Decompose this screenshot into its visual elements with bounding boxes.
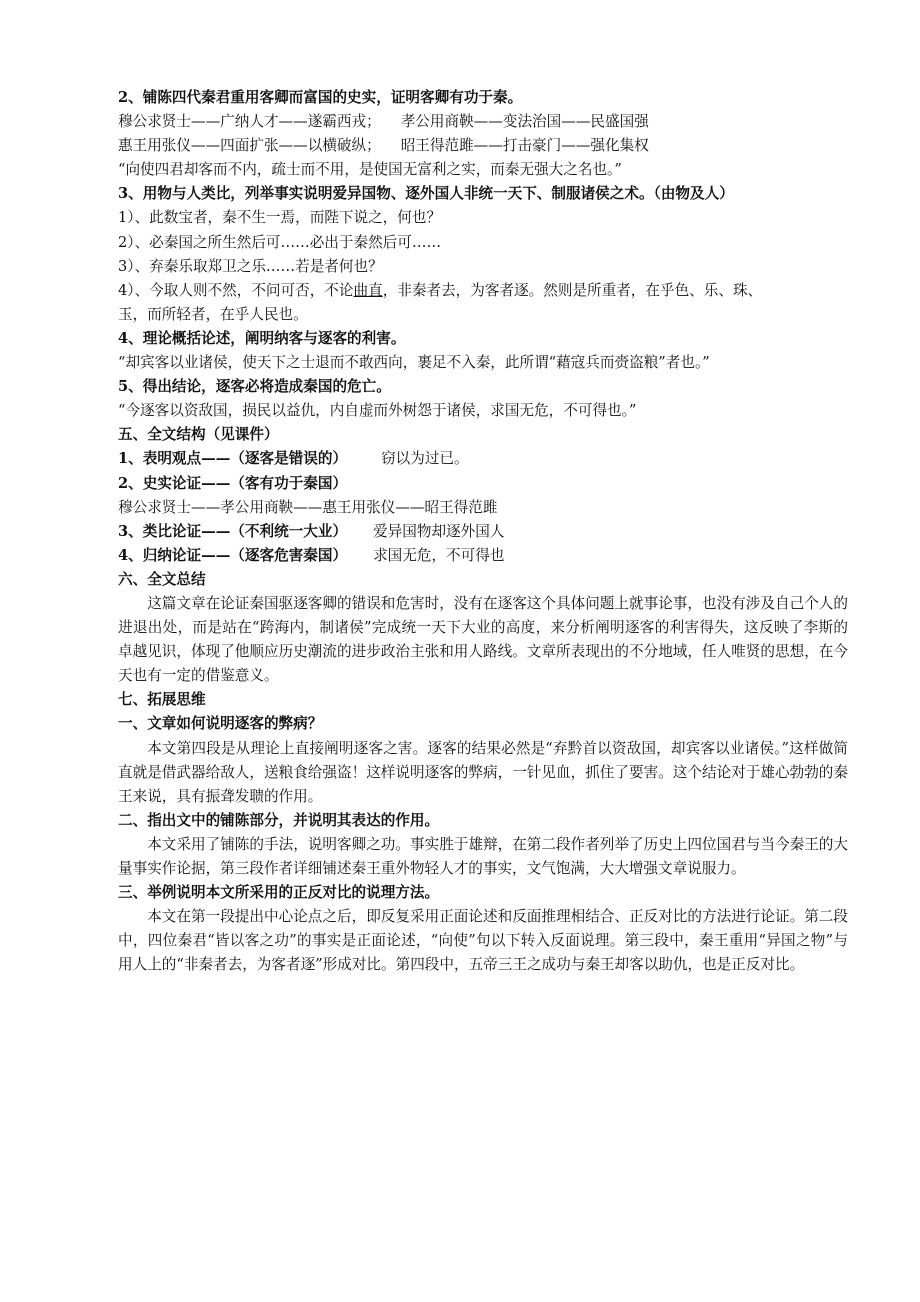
- quote-line-1: “向使四君却客而不内，疏士而不用，是使国无富利之实，而秦无强大之名也。”: [118, 161, 622, 179]
- history-row-2-left: 惠王用张仪——四面扩张——以横破纵；: [118, 137, 381, 155]
- section-heading-3: 3、用物与人类比，列举事实说明爱异国物、逐外国人非统一天下、制服诸侯之术。（由物及人）: [118, 185, 734, 203]
- quote-line-2: “却宾客以业诸侯，使天下之士退而不敢西向，裹足不入秦，此所谓“藉寇兵而赍盗粮”者也。”: [118, 354, 710, 372]
- part-heading-6: 六、全文总结: [118, 570, 206, 588]
- list-item-4-line2: 玉，而所轻者，在乎人民也。: [118, 305, 308, 323]
- history-row-1-left: 穆公求贤士——广纳人才——遂霸西戎；: [118, 113, 381, 131]
- structure-label-3: 3、类比论证——（不利统一大业）: [118, 522, 348, 540]
- question-paragraph-2: 本文采用了铺陈的手法，说明客卿之功。事实胜于雄辩，在第二段作者列举了历史上四位国君与当今秦王的大量事实作论据，第三段作者详细铺述秦王重外物轻人才的事实，文气饱满，大大增强文章说服力。: [118, 835, 848, 877]
- question-paragraph-3: 本文在第一段提出中心论点之后，即反复采用正面论述和反面推理相结合、正反对比的方法进行论证。第二段中，四位秦君“皆以客之功”的事实是正面论述，“向使”句以下转入反面说理。第三段中，秦王重用“异国之物”与用人上的“非秦者去，为客者逐”形成对比。第四段中，五帝三王之成功与秦王却客以助仇，也是正反对比。: [118, 908, 848, 974]
- list-item-4: [118, 279, 848, 303]
- structure-text-1: 窃以为过已。: [381, 450, 469, 468]
- structure-row-1: [118, 447, 848, 471]
- section-heading-4: 4、理论概括论述，阐明纳客与逐客的利害。: [118, 329, 406, 347]
- question-heading-1: 一、文章如何说明逐客的弊病？: [118, 715, 323, 733]
- structure-label-1: 1、表明观点——（逐客是错误的）: [118, 450, 348, 468]
- section-heading-5: 5、得出结论，逐客必将造成秦国的危亡。: [118, 378, 391, 396]
- list-item-1: 1）、此数宝者，秦不生一焉，而陛下说之，何也？: [118, 209, 442, 227]
- summary-paragraph: 这篇文章在论证秦国驱逐客卿的错误和危害时，没有在逐客这个具体问题上就事论事，也没有涉及自己个人的进退出处，而是站在“跨海内，制诸侯”完成统一天下大业的高度，来分析阐明逐客的利害得失，这反映了李斯的卓越见识，体现了他顺应历史潮流的进步政治主张和用人路线。文章所表现出的不分地域，任人唯贤的思想，在今天也有一定的借鉴意义。: [118, 594, 848, 685]
- structure-label-4: 4、归纳论证——（逐客危害秦国）: [118, 546, 348, 564]
- question-heading-2: 二、指出文中的铺陈部分，并说明其表达的作用。: [118, 811, 440, 829]
- structure-line-2: 穆公求贤士——孝公用商鞅——惠王用张仪——昭王得范雎: [118, 498, 498, 516]
- history-row-2-right: 昭王得范雎——打击豪门——强化集权: [400, 137, 649, 155]
- list-item-3: 3）、弃秦乐取郑卫之乐……若是者何也？: [118, 257, 383, 275]
- question-paragraph-1: 本文第四段是从理论上直接阐明逐客之害。逐客的结果必然是“弃黔首以资敌国，却宾客以业诸侯。”这样做简直就是借武器给敌人，送粮食给强盗！这样说明逐客的弊病，一针见血，抓住了要害。这个结论对于雄心勃勃的秦王来说，具有振聋发聩的作用。: [118, 739, 848, 805]
- section-heading-2: 2、铺陈四代秦君重用客卿而富国的史实，证明客卿有功于秦。: [118, 89, 523, 106]
- structure-label-2: 2、史实论证——（客有功于秦国）: [118, 474, 348, 492]
- list-item-4-post: ，非秦者去，为客者逐。然则是所重者，在乎色、乐、珠、: [382, 281, 763, 299]
- structure-text-4: 求国无危，不可得也: [373, 546, 505, 564]
- part-heading-7: 七、拓展思维: [118, 691, 206, 709]
- structure-row-3: [118, 520, 848, 544]
- list-item-4-pre: 4）、今取人则不然，不问可否，不论: [118, 281, 354, 299]
- quote-line-3: “今逐客以资敌国，损民以益仇，内自虚而外树怨于诸侯，求国无危，不可得也。”: [118, 402, 637, 420]
- structure-row-4: [118, 544, 848, 568]
- history-row-2: [118, 134, 848, 158]
- part-heading-5: 五、全文结构（见课件）: [118, 426, 279, 444]
- document-page: [118, 86, 848, 977]
- question-heading-3: 三、举例说明本文所采用的正反对比的说理方法。: [118, 884, 440, 902]
- list-item-4-underlined: 曲直: [353, 281, 383, 299]
- structure-text-3: 爱异国物却逐外国人: [373, 522, 505, 540]
- list-item-2: 2）、必秦国之所生然后可……必出于秦然后可……: [118, 233, 442, 251]
- history-row-1-right: 孝公用商鞅——变法治国——民盛国强: [400, 113, 649, 131]
- history-row-1: [118, 110, 848, 134]
